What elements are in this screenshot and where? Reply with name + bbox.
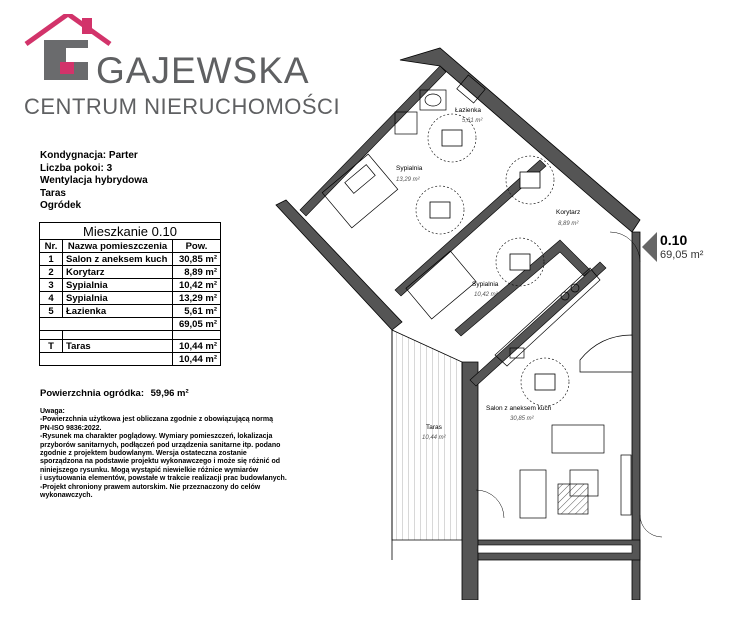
- col-header-area: Pow.: [173, 240, 221, 253]
- brand-subtitle: CENTRUM NIERUCHOMOŚCI: [24, 94, 341, 119]
- table-title: Mieszkanie 0.10: [40, 223, 221, 240]
- living-furniture: [520, 425, 631, 518]
- area-living: 30,85 m²: [510, 416, 534, 422]
- bed-icon: [322, 154, 398, 228]
- table-row: [40, 292, 221, 305]
- bed-icon: [406, 251, 476, 319]
- info-line: Kondygnacja: Parter: [40, 150, 138, 161]
- note-line: i usytuowania elementów, powstałe w trakcie realizacji prac budowlanych.: [40, 475, 287, 483]
- unit-area: 69,05 m²: [660, 249, 704, 261]
- garden-area: [40, 388, 189, 399]
- window-strip: [478, 545, 632, 553]
- area-bedroom-large: 13,29 m²: [396, 177, 420, 183]
- info-line: Wentylacja hybrydowa: [40, 175, 148, 186]
- row-area: 10,42 m²: [173, 279, 221, 292]
- row-name: Korytarz: [63, 266, 173, 279]
- row-area: 8,89 m²: [173, 266, 221, 279]
- floor-plan: [250, 40, 734, 600]
- row-nr: 3: [40, 279, 63, 292]
- row-nr: 4: [40, 292, 63, 305]
- row-name: Sypialnia: [63, 292, 173, 305]
- label-corridor: Korytarz: [556, 209, 581, 216]
- note-line: wykonawczych.: [40, 492, 93, 500]
- dining-table: [580, 335, 632, 372]
- note-line: PN-ISO 9836:2022.: [40, 424, 102, 432]
- label-terrace: Taras: [426, 424, 442, 431]
- area-bedroom-small: 10,42 m²: [474, 292, 498, 298]
- rooms-total-row: [40, 318, 221, 331]
- row-name: Taras: [63, 340, 173, 353]
- note-line: przyborów sanitarnych, podłączeń pod urządzenia sanitarne itp. podano: [40, 441, 281, 449]
- label-living: Salon z aneksem kuch: [486, 405, 552, 412]
- brand-name: GAJEWSKA: [96, 50, 310, 91]
- rooms-table: [39, 222, 221, 366]
- row-nr: 5: [40, 305, 63, 318]
- area-terrace: 10,44 m²: [422, 435, 446, 441]
- row-name: Sypialnia: [63, 279, 173, 292]
- info-line: Taras: [40, 187, 66, 199]
- logo-roof-icon: [26, 14, 110, 44]
- table-row: [40, 266, 221, 279]
- table-row: [40, 253, 221, 266]
- note-line: -Rysunek ma charakter poglądowy. Wymiary pomieszczeń, lokalizacja: [40, 433, 273, 441]
- row-area: 13,29 m²: [173, 292, 221, 305]
- table-row: [40, 305, 221, 318]
- info-line: Ogródek: [40, 200, 82, 211]
- row-nr: 1: [40, 253, 63, 266]
- row-area: 10,44 m²: [173, 340, 221, 353]
- table-row: [40, 340, 221, 353]
- rooms-total: 69,05 m²: [173, 318, 221, 331]
- note-line: -Powierzchnia użytkowa jest obliczana zgodnie z obowiązującą normą: [40, 416, 273, 424]
- note-line: Uwaga:: [40, 408, 65, 415]
- area-corridor: 8,89 m²: [558, 221, 579, 227]
- row-name: Salon z aneksem kuch: [63, 253, 173, 266]
- area-bathroom: 5,61 m²: [462, 118, 483, 124]
- info-line: Liczba pokoi: 3: [40, 162, 113, 174]
- label-bedroom-small: Sypialnia: [472, 281, 499, 288]
- col-header-name: Nazwa pomieszczenia: [63, 240, 173, 253]
- row-nr: T: [40, 340, 63, 353]
- label-bathroom: Łazienka: [455, 107, 482, 114]
- row-nr: 2: [40, 266, 63, 279]
- label-bedroom-large: Sypialnia: [396, 165, 423, 172]
- garden-label: Powierzchnia ogródka:: [40, 388, 144, 399]
- unit-marker: [660, 232, 703, 261]
- row-area: 30,85 m²: [173, 253, 221, 266]
- apartment-info: [40, 150, 148, 213]
- garden-value: 59,96 m²: [150, 388, 189, 399]
- note-line: niniejszego rysunku. Mogą wystąpić niewielkie różnice wymiarów: [40, 466, 259, 474]
- col-header-nr: Nr.: [40, 240, 63, 253]
- row-name: Łazienka: [63, 305, 173, 318]
- note-line: -Projekt chroniony prawem autorskim. Nie przeznaczony do celów: [40, 483, 261, 491]
- extra-total: 10,44 m²: [173, 353, 221, 366]
- entrance-arrow-icon: [642, 232, 657, 262]
- note-line: sporządzona na podstawie projektu wykonawczego i może się różnić od: [40, 458, 280, 466]
- extra-total-row: [40, 353, 221, 366]
- table-row: [40, 279, 221, 292]
- row-area: 5,61 m²: [173, 305, 221, 318]
- note-line: zgodnie z projektem budowlanym. Wersja ostateczna zostanie: [40, 450, 247, 458]
- unit-number: 0.10: [660, 232, 688, 248]
